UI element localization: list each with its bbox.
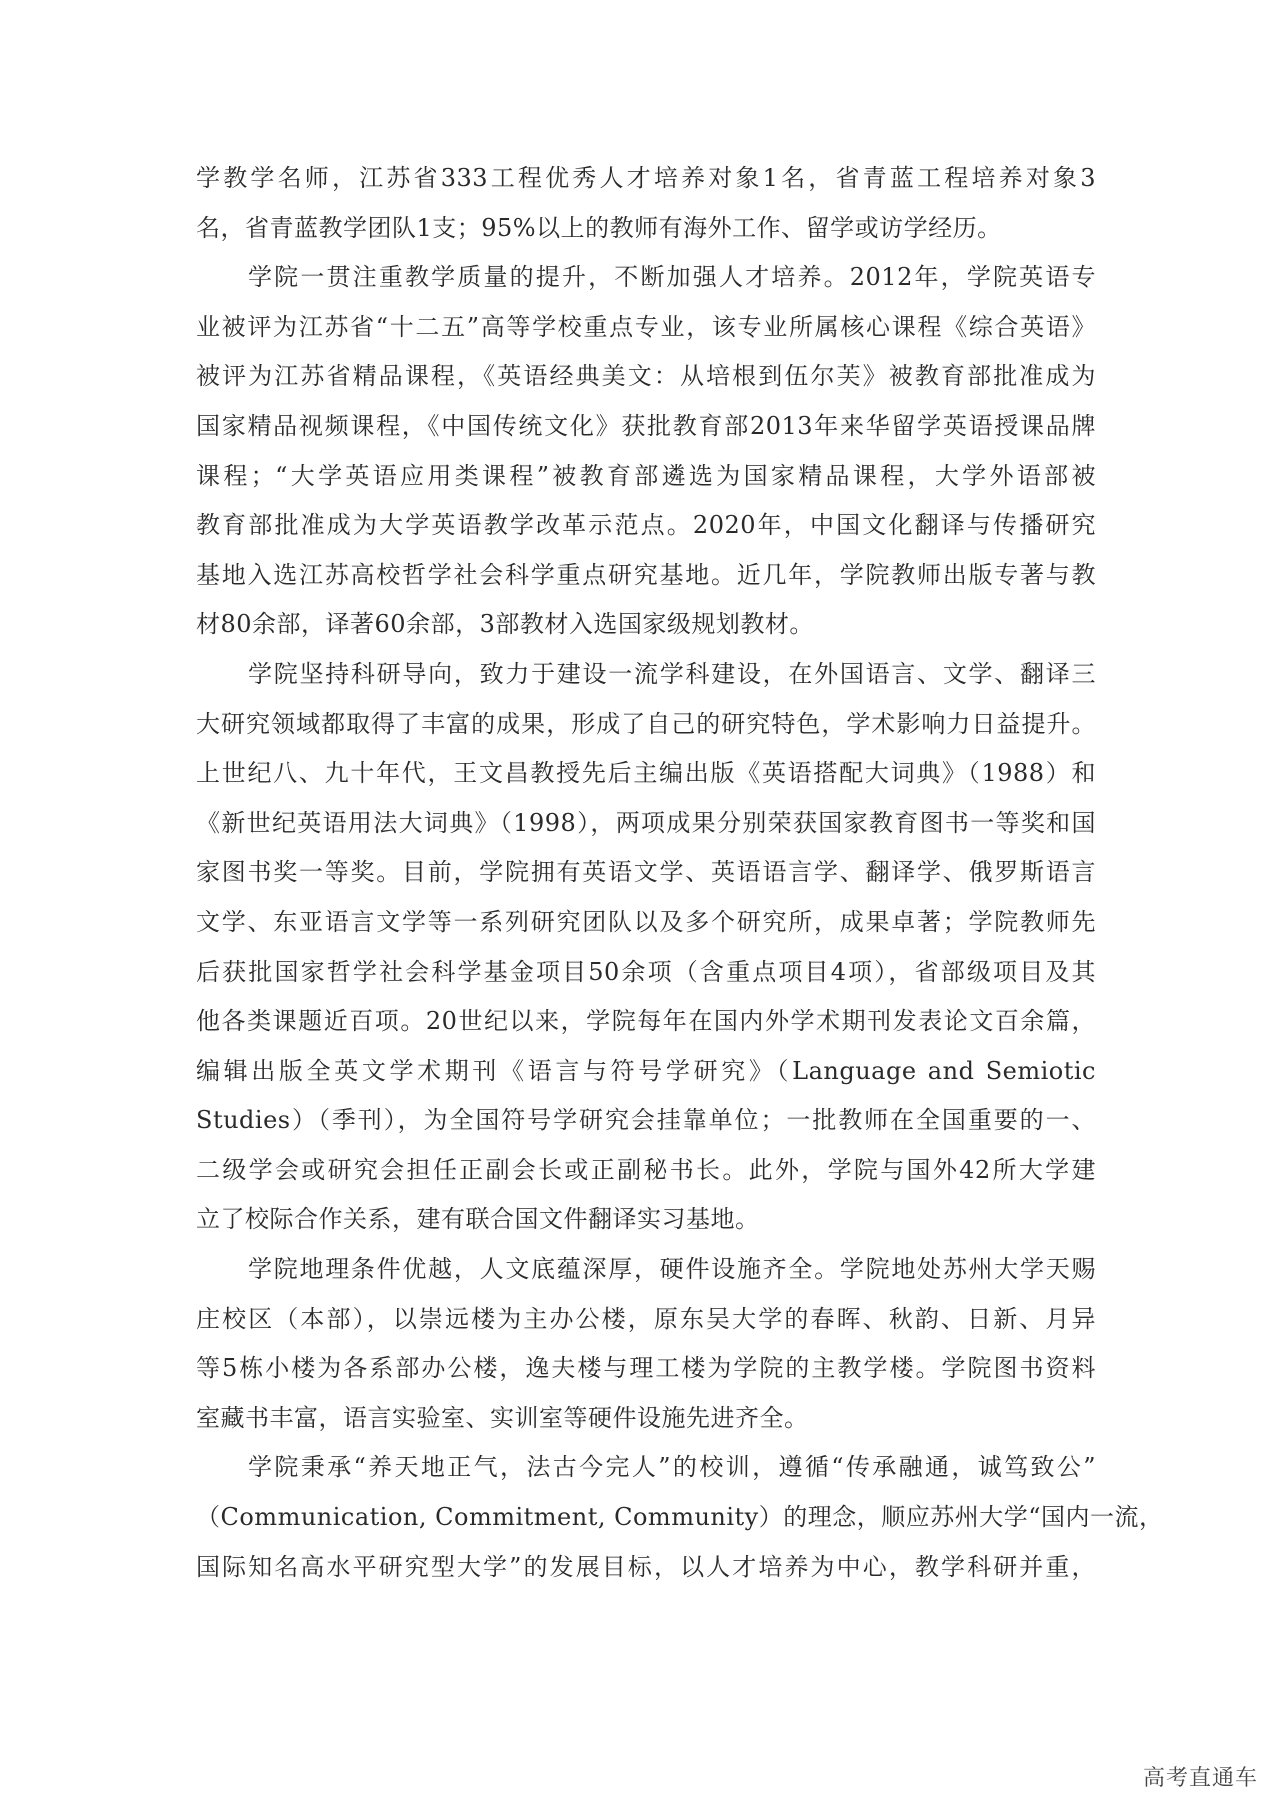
text-line: 室藏书丰富，语言实验室、实训室等硬件设施先进齐全。 [196, 1403, 809, 1432]
text-line: 大研究领域都取得了丰富的成果，形成了自己的研究特色，学术影响力日益提升。 [196, 709, 1096, 738]
text-line: 学院地理条件优越，人文底蕴深厚，硬件设施齐全。学院地处苏州大学天赐 [248, 1255, 1096, 1284]
text-line: 学院坚持科研导向，致力于建设一流学科建设，在外国语言、文学、翻译三 [248, 659, 1096, 688]
text-line: 他各类课题近百项。20世纪以来，学院每年在国内外学术期刊发表论文百余篇， [196, 1007, 1096, 1036]
text-line: 名，省青蓝教学团队1支；95%以上的教师有海外工作、留学或访学经历。 [196, 213, 1002, 242]
text-line: 国家精品视频课程，《中国传统文化》获批教育部2013年来华留学英语授课品牌 [196, 411, 1096, 440]
text-line: 家图书奖一等奖。目前，学院拥有英语文学、英语语言学、翻译学、俄罗斯语言 [196, 858, 1096, 887]
text-line: 业被评为江苏省“十二五”高等学校重点专业，该专业所属核心课程《综合英语》 [196, 312, 1096, 341]
text-line: 课程；“大学英语应用类课程”被教育部遴选为国家精品课程，大学外语部被 [196, 461, 1096, 490]
text-line: 学教学名师，江苏省333工程优秀人才培养对象1名，省青蓝工程培养对象3 [196, 164, 1096, 192]
text-line: 后获批国家哲学社会科学基金项目50余项（含重点项目4项），省部级项目及其 [196, 957, 1096, 986]
text-line: 等5栋小楼为各系部办公楼，逸夫楼与理工楼为学院的主教学楼。学院图书资料 [196, 1354, 1096, 1383]
text-line: 学院一贯注重教学质量的提升，不断加强人才培养。2012年，学院英语专 [248, 263, 1096, 292]
text-line: 学院秉承“养天地正气，法古今完人”的校训，遵循“传承融通，诚笃致公” [248, 1453, 1096, 1482]
text-line: 庄校区（本部），以崇远楼为主办公楼，原东吴大学的春晖、秋韵、日新、月异 [196, 1304, 1096, 1333]
text-line: Studies）（季刊），为全国符号学研究会挂靠单位；一批教师在全国重要的一、 [196, 1106, 1096, 1135]
text-line: 二级学会或研究会担任正副会长或正副秘书长。此外，学院与国外42所大学建 [196, 1155, 1096, 1184]
text-line: 立了校际合作关系，建有联合国文件翻译实习基地。 [196, 1205, 760, 1234]
text-line: 上世纪八、九十年代，王文昌教授先后主编出版《英语搭配大词典》（1988）和 [196, 759, 1096, 788]
text-line: 《新世纪英语用法大词典》（1998），两项成果分别荣获国家教育图书一等奖和国 [196, 808, 1096, 837]
text-line: 被评为江苏省精品课程，《英语经典美文：从培根到伍尔芙》被教育部批准成为 [196, 362, 1096, 391]
document-page [196, 154, 1164, 1592]
text-line: 编辑出版全英文学术期刊《语言与符号学研究》（Language and Semiotic [196, 1056, 1096, 1085]
text-line: （Communication, Commitment, Community）的理念，顺应苏州大学“国内一流， [196, 1503, 1164, 1532]
text-line: 国际知名高水平研究型大学”的发展目标，以人才培养为中心，教学科研并重， [196, 1552, 1096, 1581]
text-line: 基地入选江苏高校哲学社会科学重点研究基地。近几年，学院教师出版专著与教 [196, 560, 1096, 589]
text-line: 教育部批准成为大学英语教学改革示范点。2020年，中国文化翻译与传播研究 [196, 511, 1096, 540]
text-line: 材80余部，译著60余部，3部教材入选国家级规划教材。 [196, 610, 814, 639]
watermark: 高考直通车 [1142, 1766, 1258, 1791]
text-line: 文学、东亚语言文学等一系列研究团队以及多个研究所，成果卓著；学院教师先 [196, 907, 1096, 936]
